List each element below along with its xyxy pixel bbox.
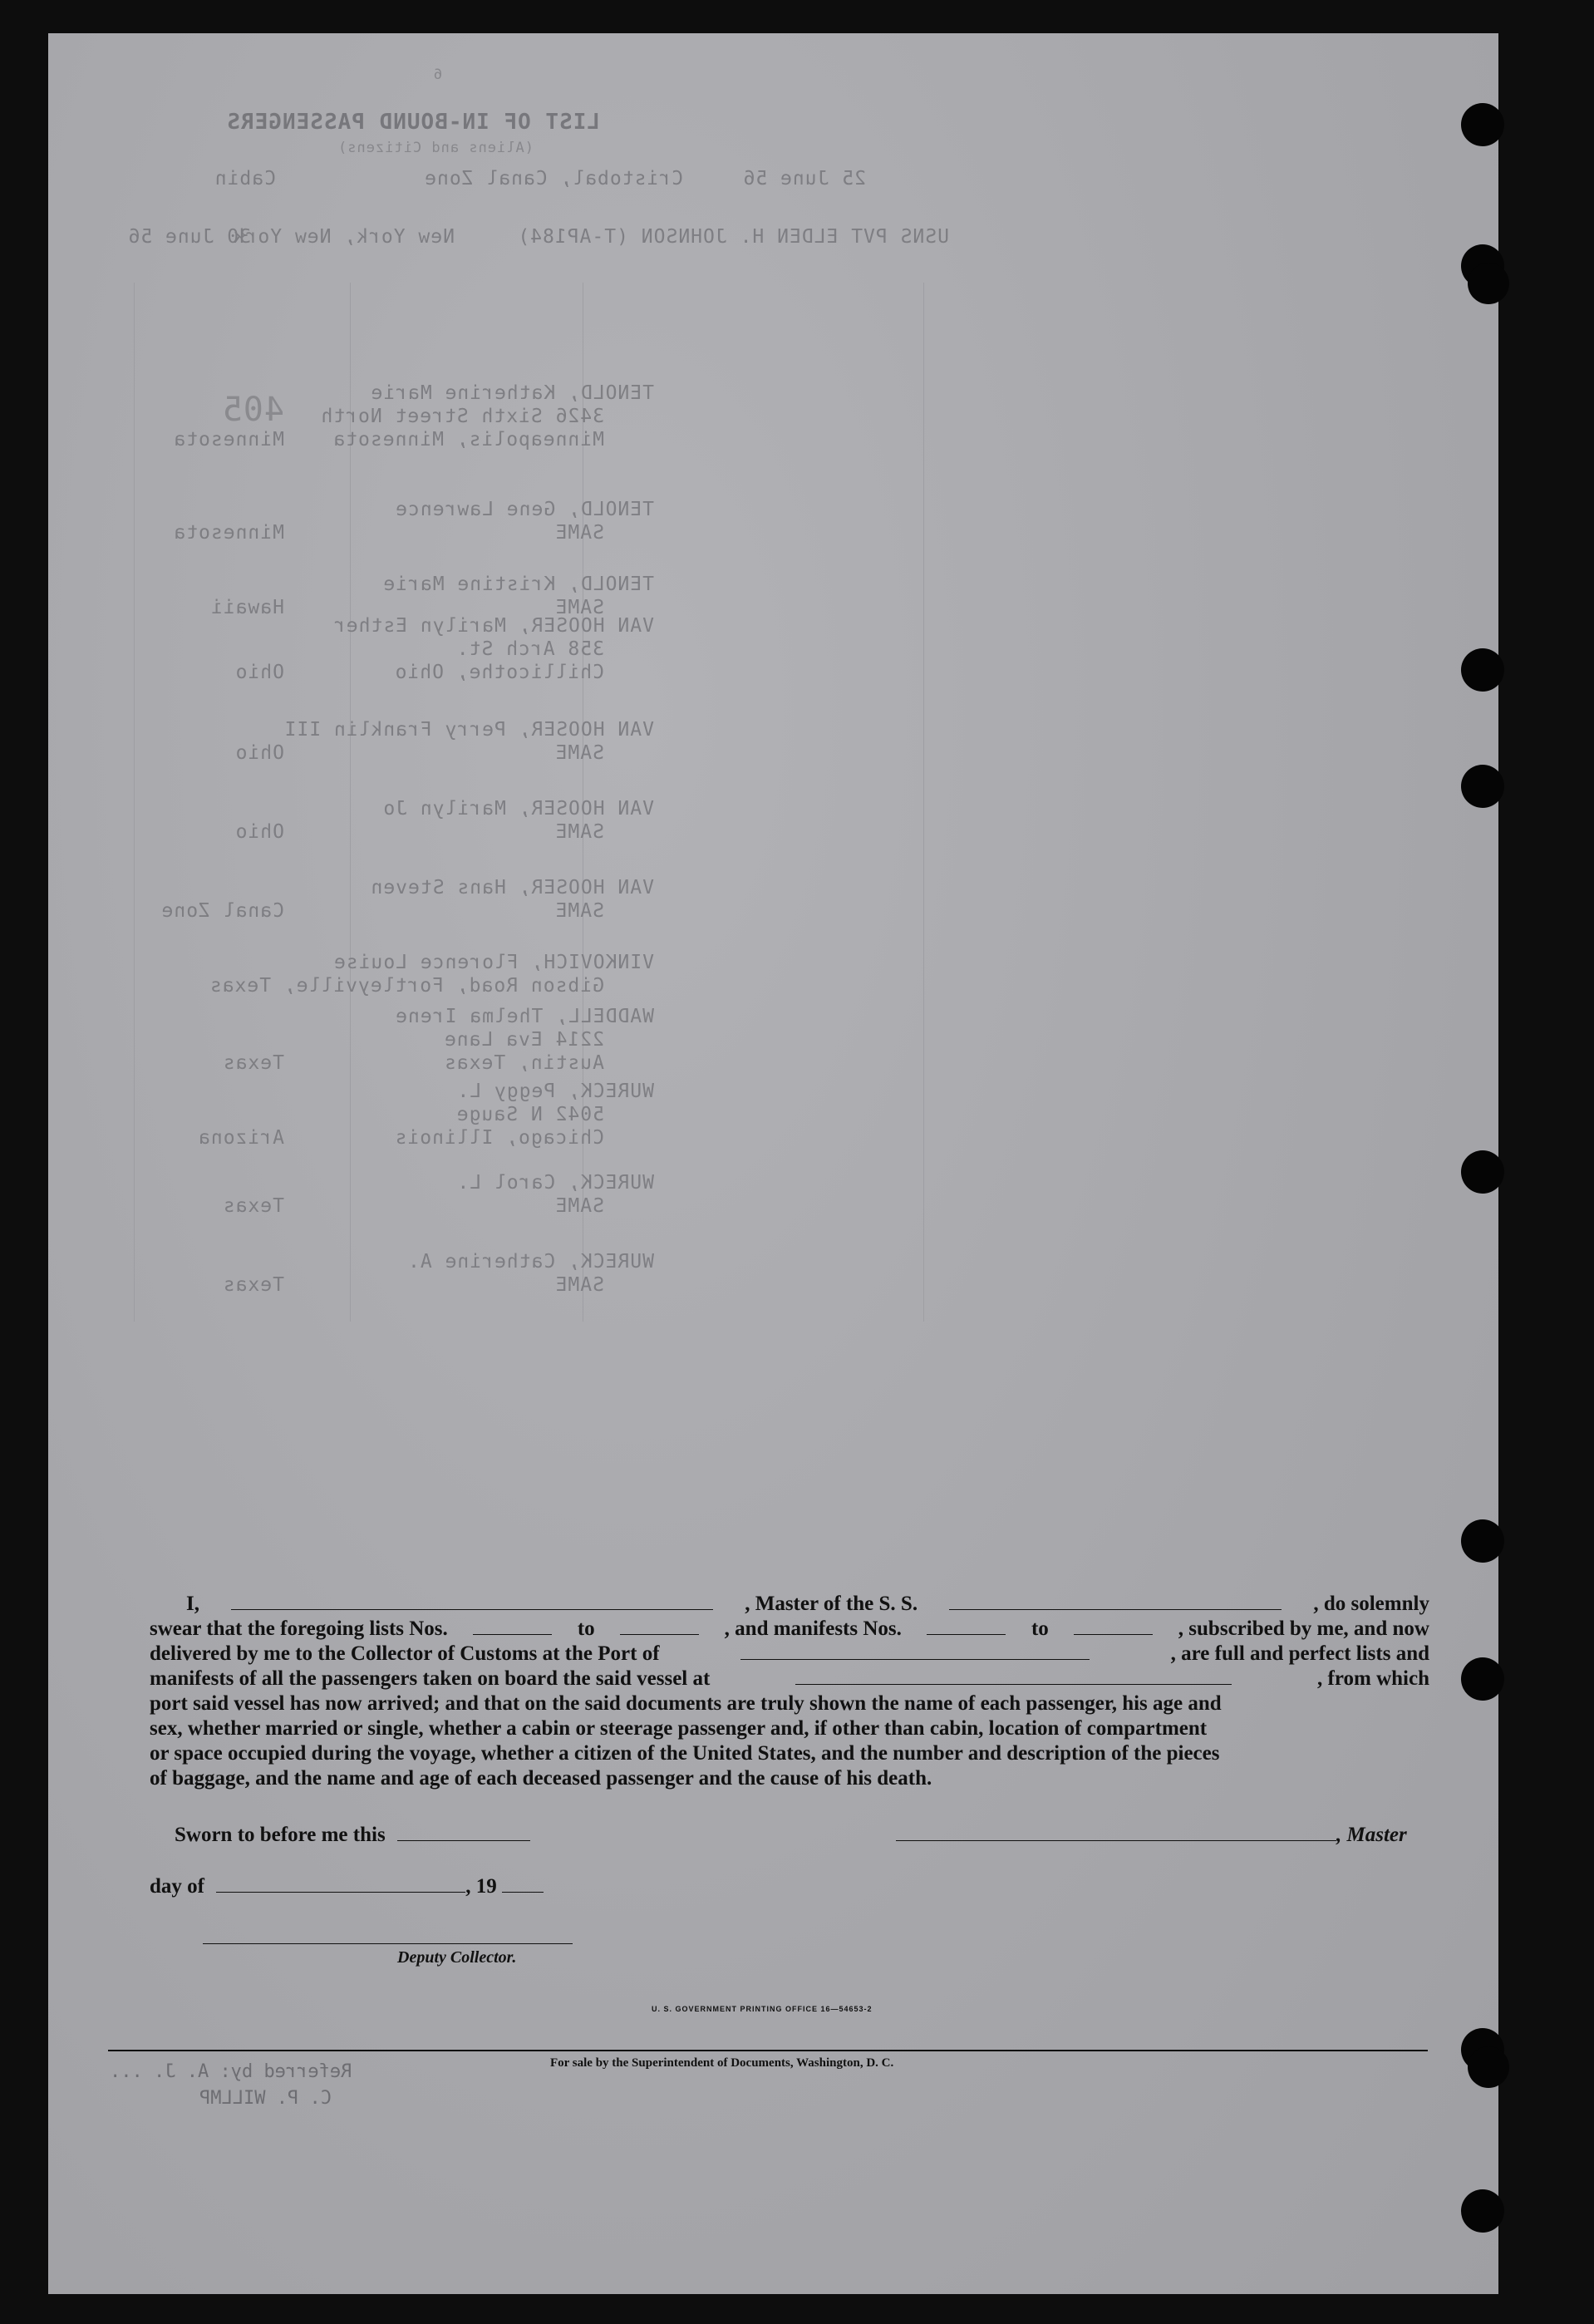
passenger-line: 3426 Sixth Street North bbox=[320, 406, 604, 427]
gpo-imprint: U. S. GOVERNMENT PRINTING OFFICE 16—54653-2 bbox=[652, 2005, 873, 2013]
passenger-state: Arizona bbox=[198, 1127, 284, 1149]
cert-text: , from which bbox=[1317, 1667, 1429, 1690]
passenger-state: Texas bbox=[222, 1274, 284, 1296]
blank-manifests-from bbox=[927, 1617, 1006, 1635]
form-subtitle: (Aliens and Citizens) bbox=[337, 140, 534, 156]
punch-hole bbox=[1461, 648, 1504, 692]
passenger-line: WURECK, Catherine A. bbox=[407, 1251, 654, 1273]
class: Cabin bbox=[214, 168, 276, 190]
reference-note-2: C. P. WILLMP bbox=[199, 2088, 332, 2109]
passenger-state: Ohio bbox=[234, 662, 284, 683]
passenger-line: TENOLD, Gene Lawrence bbox=[395, 499, 654, 520]
passenger-line: TENOLD, Kristine Marie bbox=[382, 574, 654, 595]
passenger-line: SAME bbox=[554, 900, 604, 922]
passenger-line: SAME bbox=[554, 522, 604, 544]
passenger-line: Chicago, Illinois bbox=[394, 1127, 604, 1149]
vessel-name: USNS PVT ELDEN H. JOHNSON (T-AP184) bbox=[517, 226, 949, 248]
cert-text: manifests of all the passengers taken on board the said vessel at bbox=[150, 1667, 711, 1690]
deputy-collector-label: Deputy Collector. bbox=[397, 1948, 517, 1967]
departure-date: 25 June 56 bbox=[742, 168, 866, 190]
blank-master-name bbox=[231, 1593, 713, 1610]
passenger-state: Texas bbox=[222, 1052, 284, 1074]
passenger-line: 5042 N Sauge bbox=[455, 1104, 604, 1125]
passenger-line: SAME bbox=[554, 597, 604, 618]
passenger-line: 358 Arch St. bbox=[455, 638, 604, 660]
for-sale-imprint: For sale by the Superintendent of Documents, Washington, D. C. bbox=[550, 2056, 894, 2070]
cert-text: I, bbox=[186, 1593, 199, 1615]
punch-hole bbox=[1461, 103, 1504, 146]
master-signature: , Master bbox=[896, 1824, 1407, 1847]
cert-text: , and manifests Nos. bbox=[724, 1617, 902, 1640]
cert-text: , do solemnly bbox=[1313, 1593, 1429, 1615]
cert-text: , are full and perfect lists and bbox=[1170, 1642, 1429, 1665]
passenger-line: SAME bbox=[554, 821, 604, 843]
document-page bbox=[48, 33, 1498, 2294]
passenger-line: SAME bbox=[554, 742, 604, 764]
sheet-number: 405 bbox=[221, 391, 284, 429]
sworn-label: Sworn to before me this bbox=[175, 1824, 530, 1847]
punch-hole bbox=[1461, 1657, 1504, 1701]
passenger-line: Minneapolis, Minnesota bbox=[332, 429, 604, 451]
punch-hole bbox=[1461, 1519, 1504, 1563]
passenger-state: Minnesota bbox=[173, 522, 284, 544]
cert-text: or space occupied during the voyage, whether a citizen of the United States, and the number and description of the pieces bbox=[150, 1742, 1220, 1765]
from-port: Cristobal, Canal Zone bbox=[424, 168, 683, 190]
punch-hole bbox=[1461, 244, 1504, 288]
blank-port bbox=[740, 1642, 1090, 1660]
cert-text: to bbox=[1031, 1617, 1049, 1640]
passenger-state: Minnesota bbox=[173, 429, 284, 451]
reference-note: Referred by: A. J. ... bbox=[110, 2061, 352, 2082]
cert-text: port said vessel has now arrived; and that on the said documents are truly shown the name of each passenger, his age and bbox=[150, 1692, 1222, 1715]
passenger-line: VAN HOOSER, Marilyn Esther bbox=[332, 615, 654, 637]
passenger-line: SAME bbox=[554, 1274, 604, 1296]
punch-hole bbox=[1461, 1150, 1504, 1194]
passenger-line: TENOLD, Katherine Marie bbox=[370, 382, 654, 404]
passenger-line: Austin, Texas bbox=[443, 1052, 604, 1074]
cert-text: swear that the foregoing lists Nos. bbox=[150, 1617, 448, 1640]
passenger-line: Gibson Road, Fortleyville, Texas bbox=[209, 975, 604, 997]
deputy-signature-line bbox=[203, 1943, 573, 1944]
blank-lists-from bbox=[473, 1617, 552, 1635]
footer-rule bbox=[108, 2050, 1428, 2051]
punch-hole bbox=[1461, 2189, 1504, 2233]
passenger-line: Chillicothe, Ohio bbox=[394, 662, 604, 683]
master-certificate bbox=[150, 1592, 1429, 1791]
blank-embark-port bbox=[795, 1667, 1232, 1685]
arrival-date: 30 June 56 bbox=[127, 226, 251, 248]
passenger-line: SAME bbox=[554, 1195, 604, 1217]
passenger-line: VAN HOOSER, Marilyn Jo bbox=[382, 798, 654, 820]
passenger-line: WURECK, Peggy L. bbox=[456, 1081, 654, 1102]
passenger-state: Canal Zone bbox=[160, 900, 284, 922]
passenger-line: WURECK, Carol L. bbox=[456, 1172, 654, 1194]
passenger-line: WADDELL, Thelma Irene bbox=[395, 1006, 654, 1027]
passenger-line: VAN HOOSER, Hans Steven bbox=[370, 877, 654, 899]
cert-text: of baggage, and the name and age of each deceased passenger and the cause of his death. bbox=[150, 1767, 932, 1790]
passenger-line: VAN HOOSER, Perry Franklin III bbox=[283, 719, 654, 741]
cert-text: , Master of the S. S. bbox=[745, 1593, 918, 1615]
punch-hole bbox=[1461, 2028, 1504, 2071]
blank-lists-to bbox=[620, 1617, 699, 1635]
cert-text: to bbox=[577, 1617, 595, 1640]
passenger-state: Hawaii bbox=[209, 597, 284, 618]
passenger-line: 2214 Eva Lane bbox=[443, 1029, 604, 1051]
cert-text: delivered by me to the Collector of Customs at the Port of bbox=[150, 1642, 660, 1665]
passenger-line: VINKOVICH, Florence Louise bbox=[332, 952, 654, 973]
blank-vessel-name bbox=[949, 1593, 1282, 1610]
cert-text: sex, whether married or single, whether a cabin or steerage passenger and, if other than cabin, location of compartment bbox=[150, 1717, 1208, 1740]
passenger-state: Ohio bbox=[234, 821, 284, 843]
form-title: LIST OF IN-BOUND PASSENGERS bbox=[226, 110, 600, 135]
passenger-state: Ohio bbox=[234, 742, 284, 764]
cert-text: , subscribed by me, and now bbox=[1178, 1617, 1429, 1640]
day-of-line: day of , 19 bbox=[150, 1875, 544, 1898]
bleed-through-text bbox=[47, 33, 1498, 1330]
page-number: 6 bbox=[432, 66, 442, 83]
passenger-state: Texas bbox=[222, 1195, 284, 1217]
arrival-port: New York, New York bbox=[232, 226, 455, 248]
punch-hole bbox=[1461, 765, 1504, 808]
blank-manifests-to bbox=[1074, 1617, 1153, 1635]
